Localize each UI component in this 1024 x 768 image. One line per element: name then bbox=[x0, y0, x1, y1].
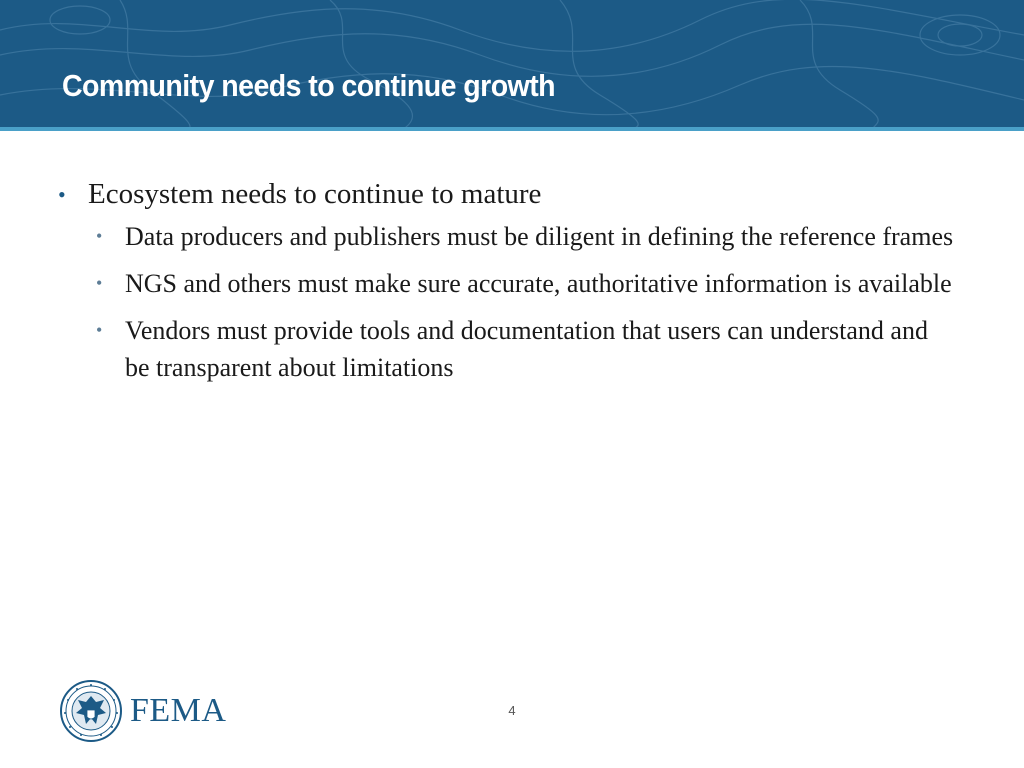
slide-title: Community needs to continue growth bbox=[62, 68, 556, 103]
bullet-dot-icon: • bbox=[58, 182, 66, 207]
sub-bullet-data-producers bbox=[96, 218, 958, 255]
bullet-dot-icon: • bbox=[96, 226, 103, 246]
sub-bullet-text: NGS and others must make sure accurate, authoritative information is available bbox=[125, 269, 952, 298]
slide-content bbox=[58, 172, 958, 396]
sub-bullet-text: Data producers and publishers must be diligent in defining the reference frames bbox=[125, 222, 954, 251]
sub-bullet-list bbox=[58, 218, 958, 386]
bullet-dot-icon: • bbox=[96, 273, 103, 293]
header-rule bbox=[0, 127, 1024, 131]
fema-logo bbox=[60, 680, 226, 742]
page-number: 4 bbox=[508, 703, 516, 718]
sub-bullet-vendors bbox=[96, 312, 958, 386]
sub-bullet-ngs bbox=[96, 265, 958, 302]
topographic-background bbox=[0, 0, 1024, 131]
header-banner bbox=[0, 0, 1024, 131]
bullet-ecosystem bbox=[58, 172, 958, 216]
sub-bullet-text: Vendors must provide tools and documentation that users can understand and be transparent about limitations bbox=[125, 316, 928, 382]
bullet-dot-icon: • bbox=[96, 320, 103, 340]
fema-wordmark: FEMA bbox=[130, 692, 227, 729]
dhs-seal-icon bbox=[60, 680, 122, 742]
bullet-text: Ecosystem needs to continue to mature bbox=[88, 178, 542, 210]
